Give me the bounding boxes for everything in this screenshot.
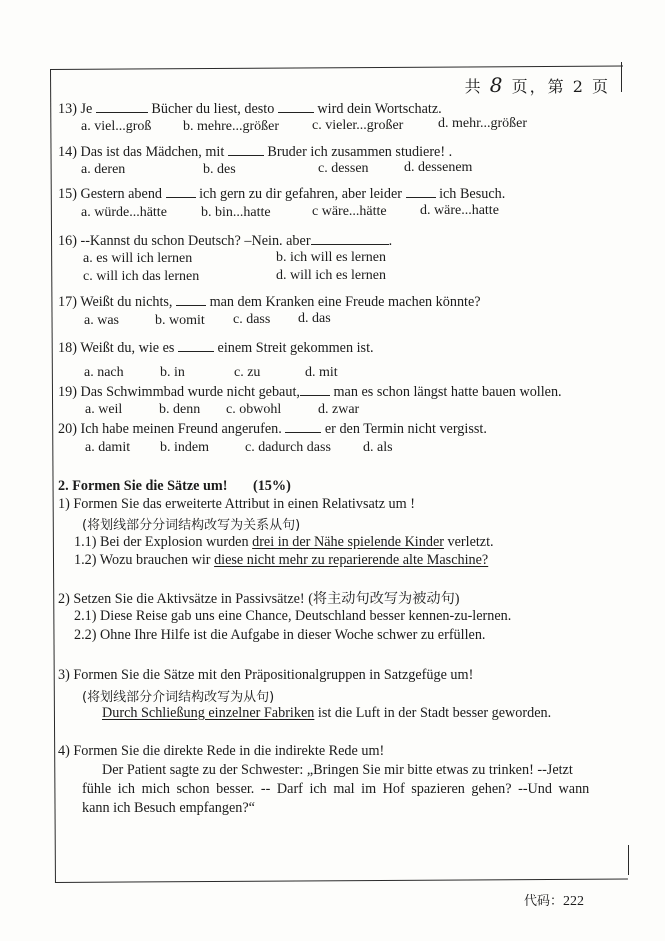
- task-4-heading: 4) Formen Sie die direkte Rede in die indirekte Rede um!: [58, 743, 385, 759]
- item-text: Ohne Ihre Hilfe ist die Aufgabe in dieser Woche schwer zu erfüllen.: [100, 627, 486, 643]
- question-text: man dem Kranken eine Freude machen könnte?: [209, 294, 481, 310]
- underlined-phrase: drei in der Nähe spielende Kinder: [252, 534, 444, 550]
- option-c[interactable]: c. vieler...großer: [312, 118, 404, 133]
- question-text: Das ist das Mädchen, mit: [80, 144, 225, 160]
- question-16: [58, 232, 392, 250]
- item-text: verletzt.: [443, 534, 494, 550]
- item-number: 2.2): [74, 627, 97, 643]
- option-a[interactable]: a. nach: [84, 365, 124, 380]
- answer-blank[interactable]: [300, 383, 330, 396]
- question-text: --Kannst du schon Deutsch? –Nein. aber: [80, 233, 311, 249]
- question-text: Weißt du nichts,: [80, 294, 173, 310]
- item-number: 1.2): [74, 552, 97, 568]
- option-d[interactable]: d. zwar: [318, 402, 360, 417]
- section-2-title: [58, 478, 291, 495]
- option-b[interactable]: b. in: [160, 365, 185, 380]
- question-13: [58, 100, 442, 118]
- task-2-item-2: [74, 627, 485, 644]
- question-number: 18): [58, 340, 77, 356]
- total-pages: 8: [489, 73, 505, 97]
- question-19: [58, 383, 562, 401]
- option-c[interactable]: c. dass: [233, 312, 271, 327]
- item-text: Wozu brauchen wir: [99, 552, 215, 568]
- task-2-item-1: [74, 608, 511, 625]
- option-c[interactable]: c. dadurch dass: [245, 440, 331, 455]
- option-c[interactable]: c. dessen: [318, 161, 369, 176]
- option-a[interactable]: a. damit: [85, 440, 131, 455]
- answer-blank[interactable]: [166, 185, 196, 198]
- answer-blank[interactable]: [406, 185, 436, 198]
- section-title-text: 2. Formen Sie die Sätze um!: [58, 478, 228, 494]
- answer-blank[interactable]: [176, 293, 206, 306]
- task-4-line-1: Der Patient sagte zu der Schwester: „Bringen Sie mir bitte etwas zu trinken! --Jetzt: [102, 762, 573, 778]
- option-d[interactable]: d. will ich es lernen: [276, 268, 387, 283]
- question-text: wird dein Wortschatz.: [317, 101, 442, 117]
- question-number: 20): [58, 421, 77, 437]
- task-1-hint: (将划线部分分词结构改写为关系从句): [82, 518, 301, 533]
- question-number: 15): [58, 186, 77, 202]
- option-d[interactable]: d. wäre...hatte: [420, 203, 499, 218]
- task-1-item-2: [74, 552, 488, 569]
- option-d[interactable]: d. mehr...größer: [438, 116, 528, 131]
- page-border-right-top: [621, 62, 622, 92]
- page-counter-suffix: 页: [591, 77, 610, 96]
- option-a[interactable]: a. es will ich lernen: [83, 251, 193, 266]
- question-text: Das Schwimmbad wurde nicht gebaut,: [80, 384, 300, 400]
- task-1-heading: 1) Formen Sie das erweiterte Attribut in einen Relativsatz um !: [58, 496, 415, 512]
- question-text: ich gern zu dir gefahren, aber leider: [199, 186, 402, 202]
- option-c[interactable]: c. zu: [234, 365, 261, 380]
- question-text: man es schon längst hatte bauen wollen.: [333, 384, 562, 400]
- option-a[interactable]: a. deren: [81, 162, 126, 177]
- option-c[interactable]: c. obwohl: [226, 402, 282, 417]
- question-20: [58, 420, 487, 438]
- question-text: .: [388, 233, 393, 249]
- question-number: 19): [58, 384, 77, 400]
- question-text: Bruder ich zusammen studiere! .: [267, 144, 453, 160]
- page-counter: [465, 73, 610, 97]
- answer-blank[interactable]: [311, 232, 389, 245]
- item-number: 1.1): [74, 534, 97, 550]
- option-b[interactable]: b. des: [203, 162, 236, 177]
- question-17: [58, 293, 481, 311]
- option-d[interactable]: d. mit: [305, 365, 338, 380]
- item-number: 2.1): [74, 608, 97, 624]
- exam-code: [524, 890, 584, 910]
- answer-blank[interactable]: [285, 420, 321, 433]
- current-page: 2: [572, 77, 585, 96]
- option-d[interactable]: d. als: [363, 440, 393, 455]
- option-b[interactable]: b. bin...hatte: [201, 205, 271, 220]
- option-b[interactable]: b. womit: [155, 313, 205, 328]
- task-3-heading: 3) Formen Sie die Sätze mit den Präpositionalgruppen in Satzgefüge um!: [58, 667, 474, 683]
- item-text: Diese Reise gab uns eine Chance, Deutschland besser kennen-zu-lernen.: [100, 608, 512, 624]
- question-text: er den Termin nicht vergisst.: [324, 421, 487, 437]
- answer-blank[interactable]: [228, 143, 264, 156]
- question-14: [58, 143, 452, 161]
- question-number: 14): [58, 144, 77, 160]
- answer-blank[interactable]: [278, 100, 314, 113]
- option-a[interactable]: a. würde...hätte: [81, 205, 167, 220]
- task-2-heading: 2) Setzen Sie die Aktivsätze in Passivsätze! (将主动句改写为被动句): [58, 591, 460, 607]
- question-text: Bücher du liest, desto: [151, 101, 275, 117]
- question-text: Ich habe meinen Freund angerufen.: [80, 421, 282, 437]
- page-counter-prefix: 共: [464, 77, 483, 96]
- option-a[interactable]: a. viel...groß: [81, 119, 152, 134]
- question-15: [58, 185, 505, 203]
- question-text: Weißt du, wie es: [80, 340, 175, 356]
- task-4-line-3: kann ich Besuch empfangen?“: [82, 800, 255, 816]
- option-b[interactable]: b. ich will es lernen: [276, 250, 387, 265]
- option-c[interactable]: c. will ich das lernen: [83, 269, 200, 284]
- task-1-item-1: [74, 534, 494, 551]
- question-text: Je: [80, 101, 93, 117]
- task-3-sentence: [102, 705, 551, 722]
- option-a[interactable]: a. weil: [85, 402, 123, 417]
- option-c[interactable]: c wäre...hätte: [312, 204, 387, 219]
- question-text: einem Streit gekommen ist.: [217, 340, 374, 356]
- question-18: [58, 339, 374, 357]
- code-label: 代码：: [524, 894, 564, 909]
- task-4-line-2: fühle ich mich schon besser. -- Darf ich mal im Hof spazieren gehen? --Und wann: [82, 781, 590, 797]
- item-text: ist die Luft in der Stadt besser geworden.: [314, 705, 552, 721]
- page-border-right-bottom: [628, 845, 629, 875]
- question-text: ich Besuch.: [439, 186, 506, 202]
- option-d[interactable]: d. dessenem: [404, 160, 473, 175]
- option-d[interactable]: d. das: [298, 311, 331, 326]
- answer-blank[interactable]: [96, 100, 148, 113]
- code-value: 222: [563, 894, 585, 909]
- option-b[interactable]: b. denn: [159, 402, 201, 417]
- question-number: 17): [58, 294, 77, 310]
- question-text: Gestern abend: [80, 186, 163, 202]
- answer-blank[interactable]: [178, 339, 214, 352]
- task-3-hint: (将划线部分介词结构改写为从句): [82, 690, 275, 705]
- option-b[interactable]: b. mehre...größer: [183, 119, 280, 134]
- page-counter-middle: 页，第: [511, 77, 566, 96]
- option-b[interactable]: b. indem: [160, 440, 209, 455]
- item-text: Bei der Explosion wurden: [100, 534, 253, 550]
- underlined-phrase: diese nicht mehr zu reparierende alte Maschine?: [214, 552, 489, 568]
- underlined-phrase: Durch Schließung einzelner Fabriken: [102, 705, 315, 721]
- section-score: (15%): [252, 478, 291, 494]
- question-number: 16): [58, 233, 77, 249]
- option-a[interactable]: a. was: [84, 313, 119, 328]
- question-number: 13): [58, 101, 77, 117]
